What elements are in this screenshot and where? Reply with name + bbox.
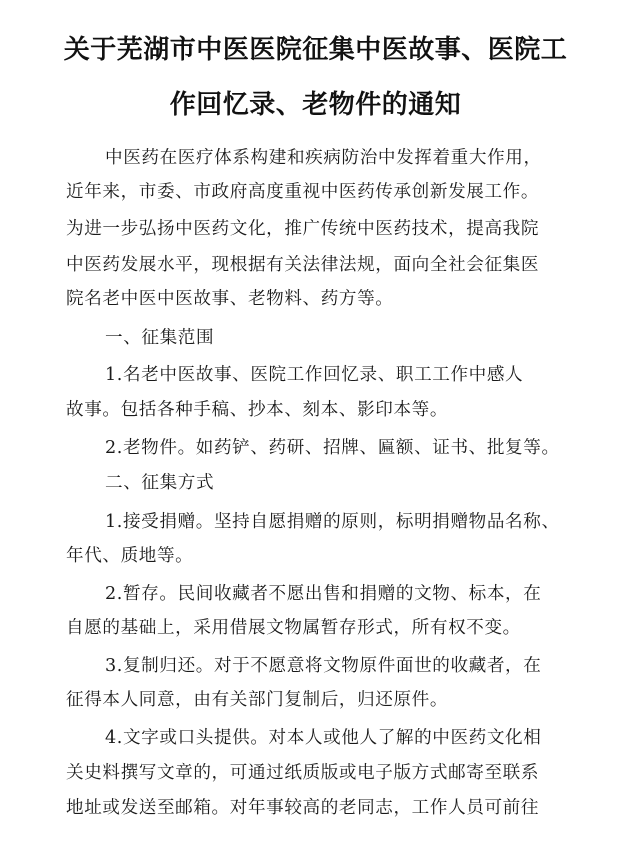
- document-title-line-1: 关于芜湖市中医医院征集中医故事、医院工: [63, 35, 568, 65]
- intro-line-3: 为进一步弘扬中医药文化，推广传统中医药技术，提高我院: [66, 219, 540, 239]
- section-1-item-2-line-1: 2.老物件。如药铲、药研、招牌、匾额、证书、批复等。: [105, 438, 560, 458]
- section-2-item-4-line-1: 4.文字或口头提供。对本人或他人了解的中医药文化相: [105, 728, 542, 748]
- intro-line-1: 中医药在医疗体系构建和疾病防治中发挥着重大作用，: [105, 148, 542, 168]
- section-2-item-2-line-2: 自愿的基础上，采用借展文物属暂存形式，所有权不变。: [66, 618, 521, 638]
- section-2-item-1-line-1: 1.接受捐赠。坚持自愿捐赠的原则，标明捐赠物品名称、: [105, 512, 560, 532]
- section-1-heading: 一、征集范围: [105, 328, 215, 348]
- section-2-item-1-line-2: 年代、质地等。: [66, 546, 194, 566]
- intro-line-2: 近年来，市委、市政府高度重视中医药传承创新发展工作。: [66, 182, 540, 202]
- section-2-item-2-line-1: 2.暂存。民间收藏者不愿出售和捐赠的文物、标本，在: [105, 584, 542, 604]
- section-1-item-1-line-2: 故事。包括各种手稿、抄本、刻本、影印本等。: [66, 400, 449, 420]
- intro-line-4: 中医药发展水平，现根据有关法律法规，面向全社会征集医: [66, 255, 540, 275]
- section-2-item-4-line-2: 关史料撰写文章的，可通过纸质版或电子版方式邮寄至联系: [66, 763, 540, 783]
- section-2-item-3-line-2: 征得本人同意，由有关部门复制后，归还原件。: [66, 690, 449, 710]
- intro-line-5: 院名老中医中医故事、老物料、药方等。: [66, 289, 394, 309]
- section-2-item-4-line-3: 地址或发送至邮箱。对年事较高的老同志，工作人员可前往: [66, 798, 540, 818]
- section-1-item-1-line-1: 1.名老中医故事、医院工作回忆录、职工工作中感人: [105, 365, 524, 385]
- section-2-heading: 二、征集方式: [105, 473, 215, 493]
- document-title-line-2: 作回忆录、老物件的通知: [169, 90, 462, 120]
- section-2-item-3-line-1: 3.复制归还。对于不愿意将文物原件面世的收藏者，在: [105, 656, 542, 676]
